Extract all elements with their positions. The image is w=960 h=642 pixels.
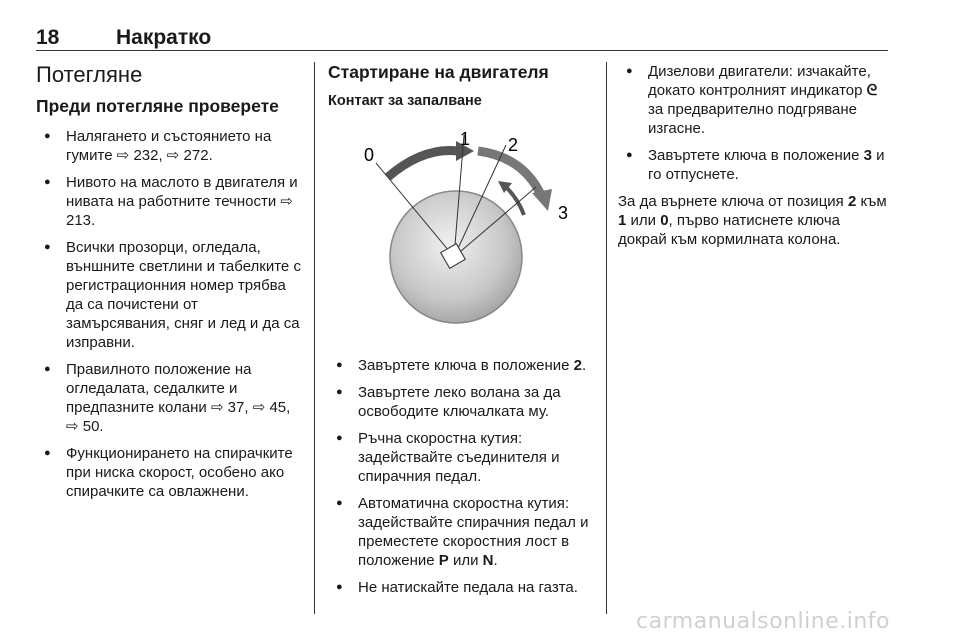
- start-steps: [328, 356, 596, 597]
- column-divider: [314, 62, 315, 614]
- list-item: ● Правилното положение на огледалата, седалките и предпазните колани ⇨ 37, ⇨ 45, ⇨ 50.: [36, 360, 304, 436]
- subsection-heading: Контакт за запалване: [328, 93, 482, 109]
- list-item: ● Налягането и състоянието на гумите ⇨ 232, ⇨ 272.: [36, 127, 304, 165]
- list-item: ● Функционирането на спирачките при ниска скорост, особено ако спирачките са овлажнени.: [36, 444, 304, 501]
- list-item: ● Нивото на маслото в двигателя и нивата на работните течности ⇨ 213.: [36, 173, 304, 230]
- checklist: [36, 127, 304, 501]
- position-label-1: 1: [460, 129, 471, 149]
- list-item: ● Автоматична скоростна кутия: задействайте спирачния педал и преместете скоростния лост в положение P или N.: [328, 494, 596, 570]
- position-label-3: 3: [558, 203, 569, 223]
- glow-plug-icon: ᘓ: [866, 82, 878, 99]
- list-item: ● Не натискайте педала на газта.: [328, 578, 596, 597]
- page-title: Накратко: [116, 26, 212, 49]
- column-divider: [606, 62, 607, 614]
- ignition-switch-figure: [328, 129, 596, 329]
- page-header: [36, 26, 888, 51]
- watermark: carmanualsonline.info: [636, 609, 890, 634]
- list-item: ● Завъртете леко волана за да освободите ключалката му.: [328, 383, 596, 421]
- list-item: ● Завъртете ключа в положение 2.: [328, 356, 596, 375]
- column-2: [328, 62, 596, 605]
- page-number: 18: [36, 26, 60, 49]
- position-label-2: 2: [508, 135, 519, 155]
- key-return-note: За да върнете ключа от позиция 2 към 1 или 0, първо натиснете ключа докрай към кормилната колона.: [618, 193, 887, 248]
- list-item: ● Ръчна скоростна кутия: задействайте съединителя и спирачния педал.: [328, 429, 596, 486]
- list-item: ● Завъртете ключа в положение 3 и го отпуснете.: [618, 146, 890, 184]
- column-3: [618, 62, 890, 249]
- list-item: ● Всички прозорци, огледала, външните светлини и табелките с регистрационния номер трябва да са почистени от замърсявания, сняг и лед и да са изправни.: [36, 238, 304, 352]
- list-item: ● Дизелови двигатели: изчакайте, докато контролният индикатор ᘓ за предварително подгряване изгасне.: [618, 62, 890, 138]
- position-arc-0-1: [388, 151, 458, 177]
- start-steps-continued: [618, 62, 890, 184]
- subsection-heading: Преди потегляне проверете: [36, 96, 279, 116]
- column-1: [36, 62, 304, 509]
- position-label-0: 0: [364, 145, 375, 165]
- section-heading: Потегляне: [36, 62, 143, 87]
- section-heading: Стартиране на двигателя: [328, 62, 549, 82]
